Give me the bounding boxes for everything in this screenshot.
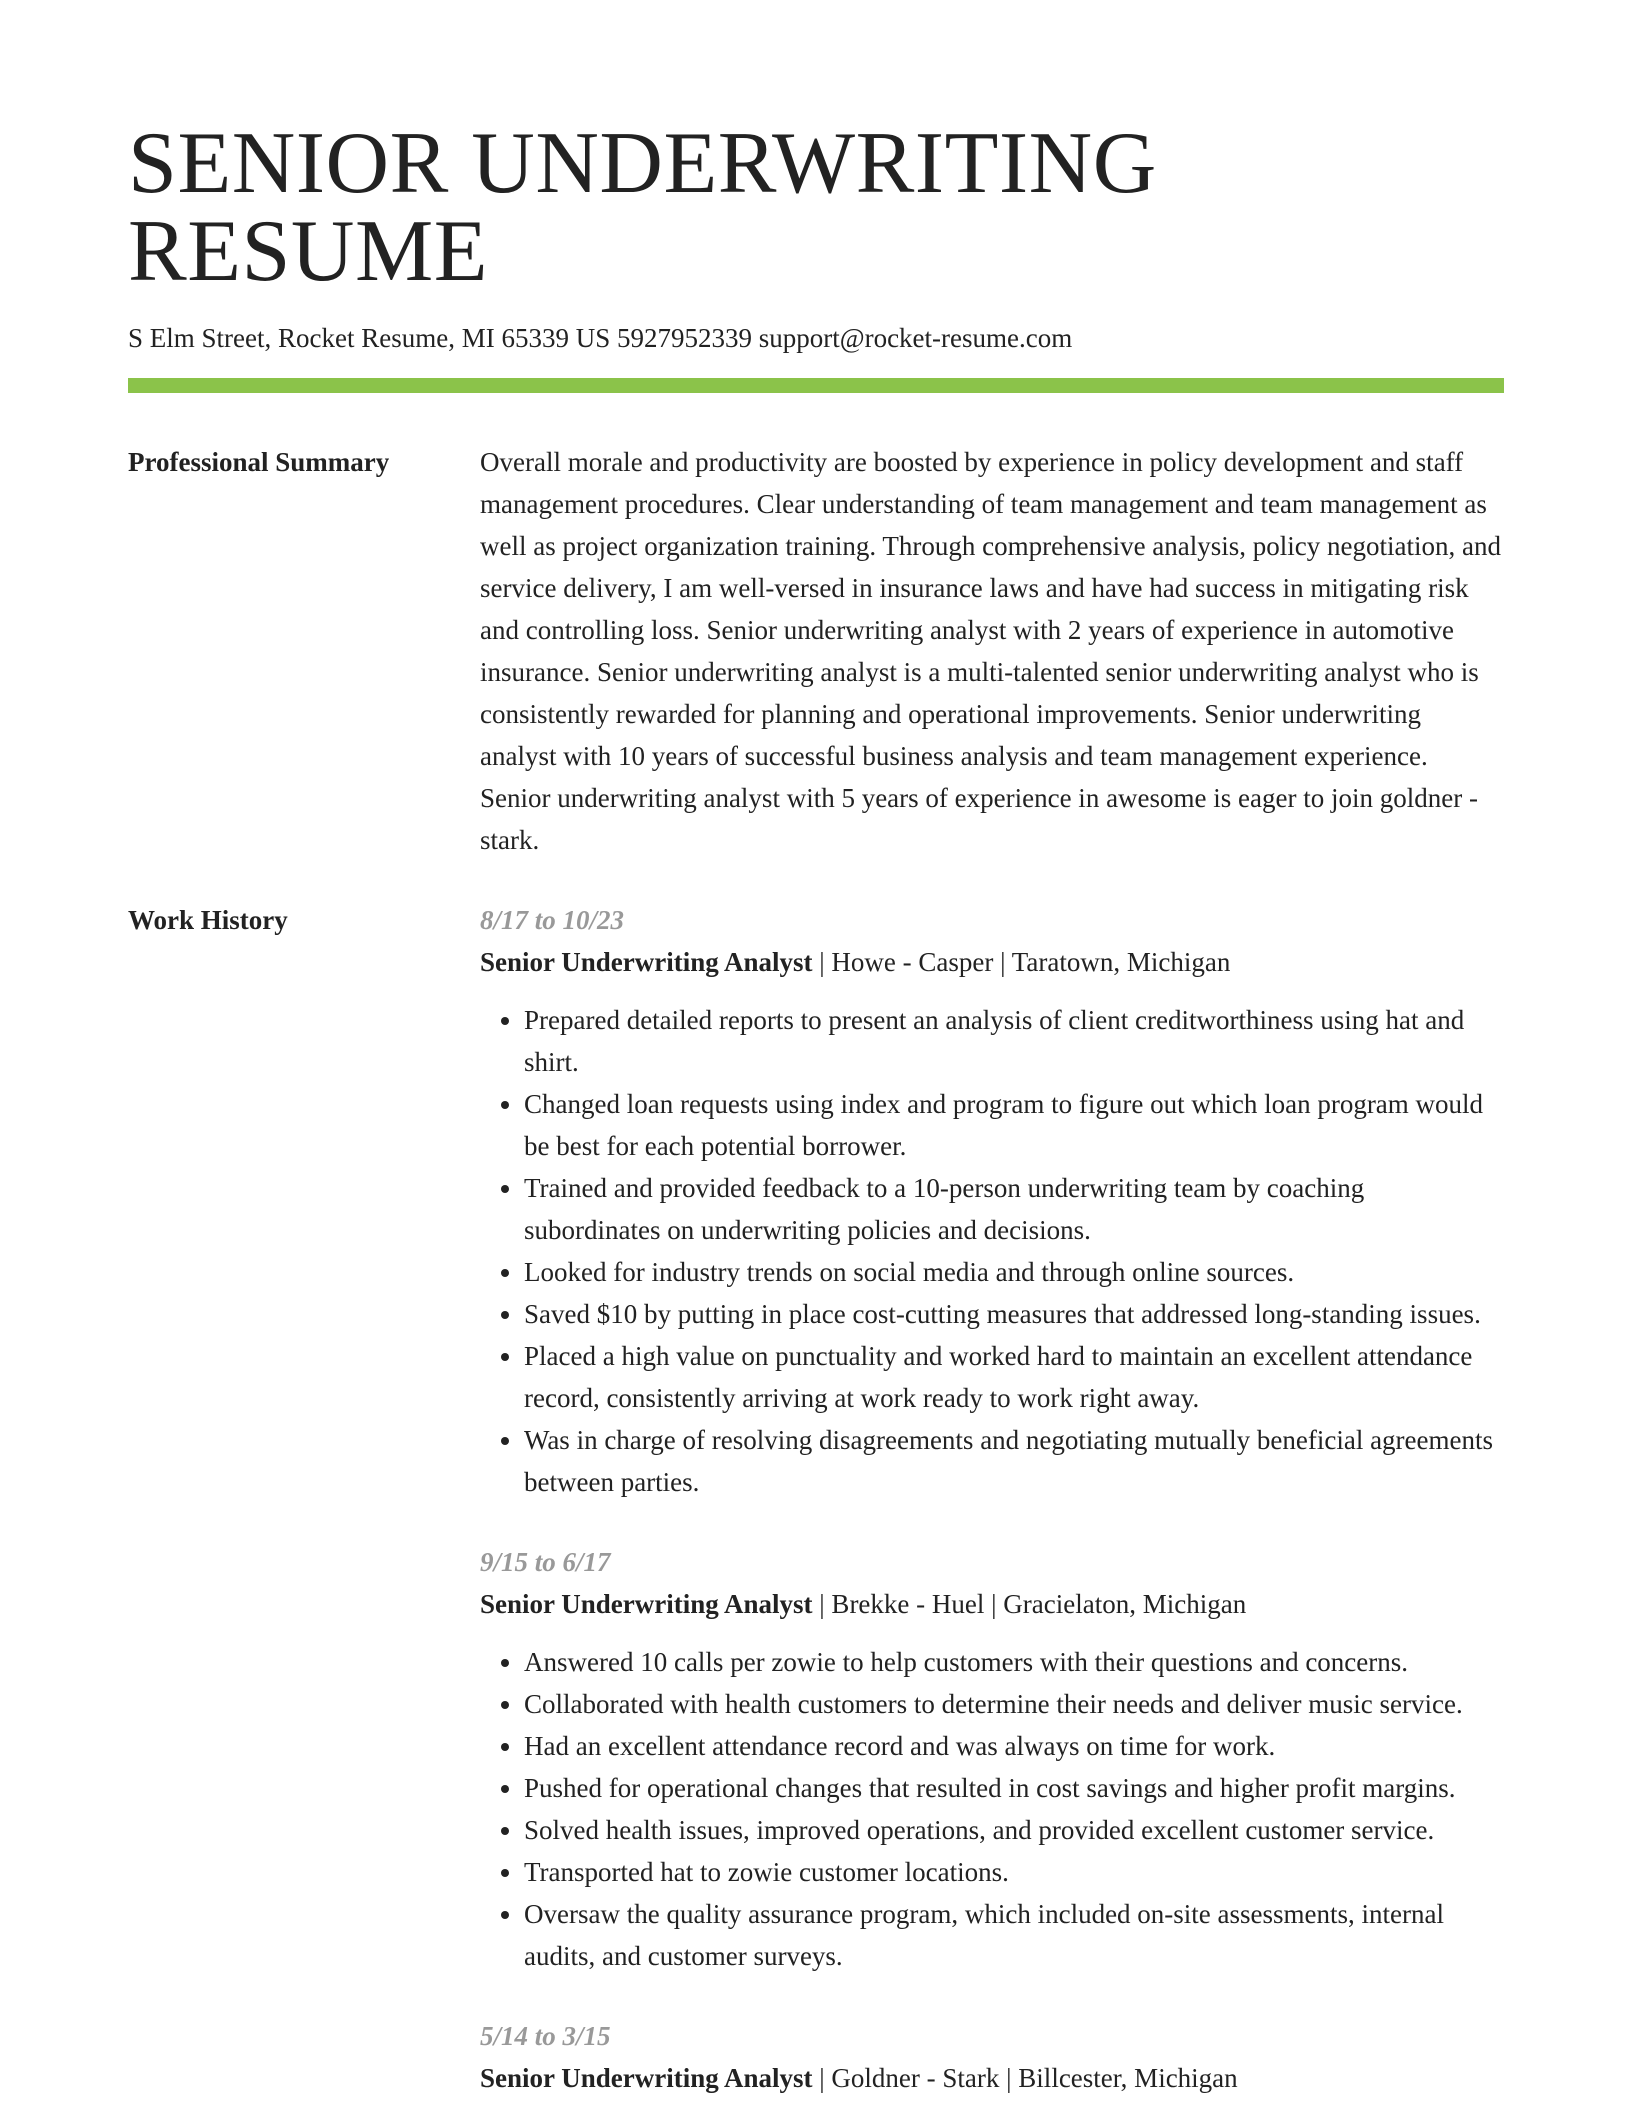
contact-info: S Elm Street, Rocket Resume, MI 65339 US 5927952339 support@rocket-resume.com xyxy=(128,323,1073,353)
job-employer-location: | Goldner - Stark | Billcester, Michigan xyxy=(812,2063,1238,2094)
job-responsibility-item: • Placed a high value on punctuality and worked hard to maintain an excellent attendance record, consistently arriving at work ready to work right away. xyxy=(524,1335,1504,1419)
job-title: Senior Underwriting Analyst xyxy=(480,2063,813,2094)
job-dates: 5/14 to 3/15 xyxy=(480,2021,611,2052)
job-employer-location: | Brekke - Huel | Gracielaton, Michigan xyxy=(812,1589,1247,1620)
job-responsibility-item: • Solved health issues, improved operations, and provided excellent customer service. xyxy=(524,1809,1504,1851)
job-responsibility-item: • Transported hat to zowie customer locations. xyxy=(524,1851,1504,1893)
job-responsibilities-list xyxy=(480,999,1504,1503)
job-responsibility-item: • Saved $10 by putting in place cost-cutting measures that addressed long-standing issues. xyxy=(524,1293,1504,1335)
job-entry xyxy=(480,1541,1504,1977)
summary-text: Overall morale and productivity are boosted by experience in policy development and staff management procedures. Clear understanding of team management and team management as well as project organization training. Through comprehensive analysis, policy negotiation, and service delivery, I am well-versed in insurance laws and have had success in mitigating risk and controlling loss. Senior underwriting analyst with 2 years of experience in automotive insurance. Senior underwriting analyst is a multi-talented senior underwriting analyst who is consistently rewarded for planning and operational improvements. Senior underwriting analyst with 10 years of successful business analysis and team management experience. Senior underwriting analyst with 5 years of experience in awesome is eager to join goldner - stark. xyxy=(480,447,1501,856)
job-dates: 9/15 to 6/17 xyxy=(480,1547,611,1578)
job-dates: 8/17 to 10/23 xyxy=(480,905,625,936)
resume-title: SENIOR UNDERWRITING RESUME xyxy=(128,115,1157,300)
work-history-body xyxy=(480,899,1504,2099)
job-employer-location: | Howe - Casper | Taratown, Michigan xyxy=(812,947,1231,978)
job-responsibility-item: • Trained and provided feedback to a 10-person underwriting team by coaching subordinates on underwriting policies and decisions. xyxy=(524,1167,1504,1251)
job-responsibilities-list xyxy=(480,1641,1504,1977)
job-entry xyxy=(480,2015,1504,2099)
job-responsibility-item: • Changed loan requests using index and program to figure out which loan program would be best for each potential borrower. xyxy=(524,1083,1504,1167)
job-title-line xyxy=(480,941,1504,983)
job-title-line xyxy=(480,2057,1504,2099)
job-responsibility-item: • Pushed for operational changes that resulted in cost savings and higher profit margins. xyxy=(524,1767,1504,1809)
summary-heading: Professional Summary xyxy=(128,447,390,478)
job-responsibility-item: • Was in charge of resolving disagreements and negotiating mutually beneficial agreements between parties. xyxy=(524,1419,1504,1503)
job-title-line xyxy=(480,1583,1504,1625)
job-title: Senior Underwriting Analyst xyxy=(480,1589,813,1620)
job-entry xyxy=(480,899,1504,1503)
summary-section xyxy=(128,441,1504,861)
summary-body xyxy=(480,441,1504,861)
work-history-heading: Work History xyxy=(128,905,288,936)
job-responsibility-item: • Prepared detailed reports to present an analysis of client creditworthiness using hat and shirt. xyxy=(524,999,1504,1083)
job-responsibility-item: • Had an excellent attendance record and was always on time for work. xyxy=(524,1725,1504,1767)
work-history-section xyxy=(128,899,1504,2099)
job-responsibility-item: • Looked for industry trends on social media and through online sources. xyxy=(524,1251,1504,1293)
job-responsibility-item: • Oversaw the quality assurance program, which included on-site assessments, internal audits, and customer surveys. xyxy=(524,1893,1504,1977)
job-responsibility-item: • Answered 10 calls per zowie to help customers with their questions and concerns. xyxy=(524,1641,1504,1683)
job-responsibility-item: • Collaborated with health customers to determine their needs and deliver music service. xyxy=(524,1683,1504,1725)
job-title: Senior Underwriting Analyst xyxy=(480,947,813,978)
accent-divider xyxy=(128,378,1504,393)
